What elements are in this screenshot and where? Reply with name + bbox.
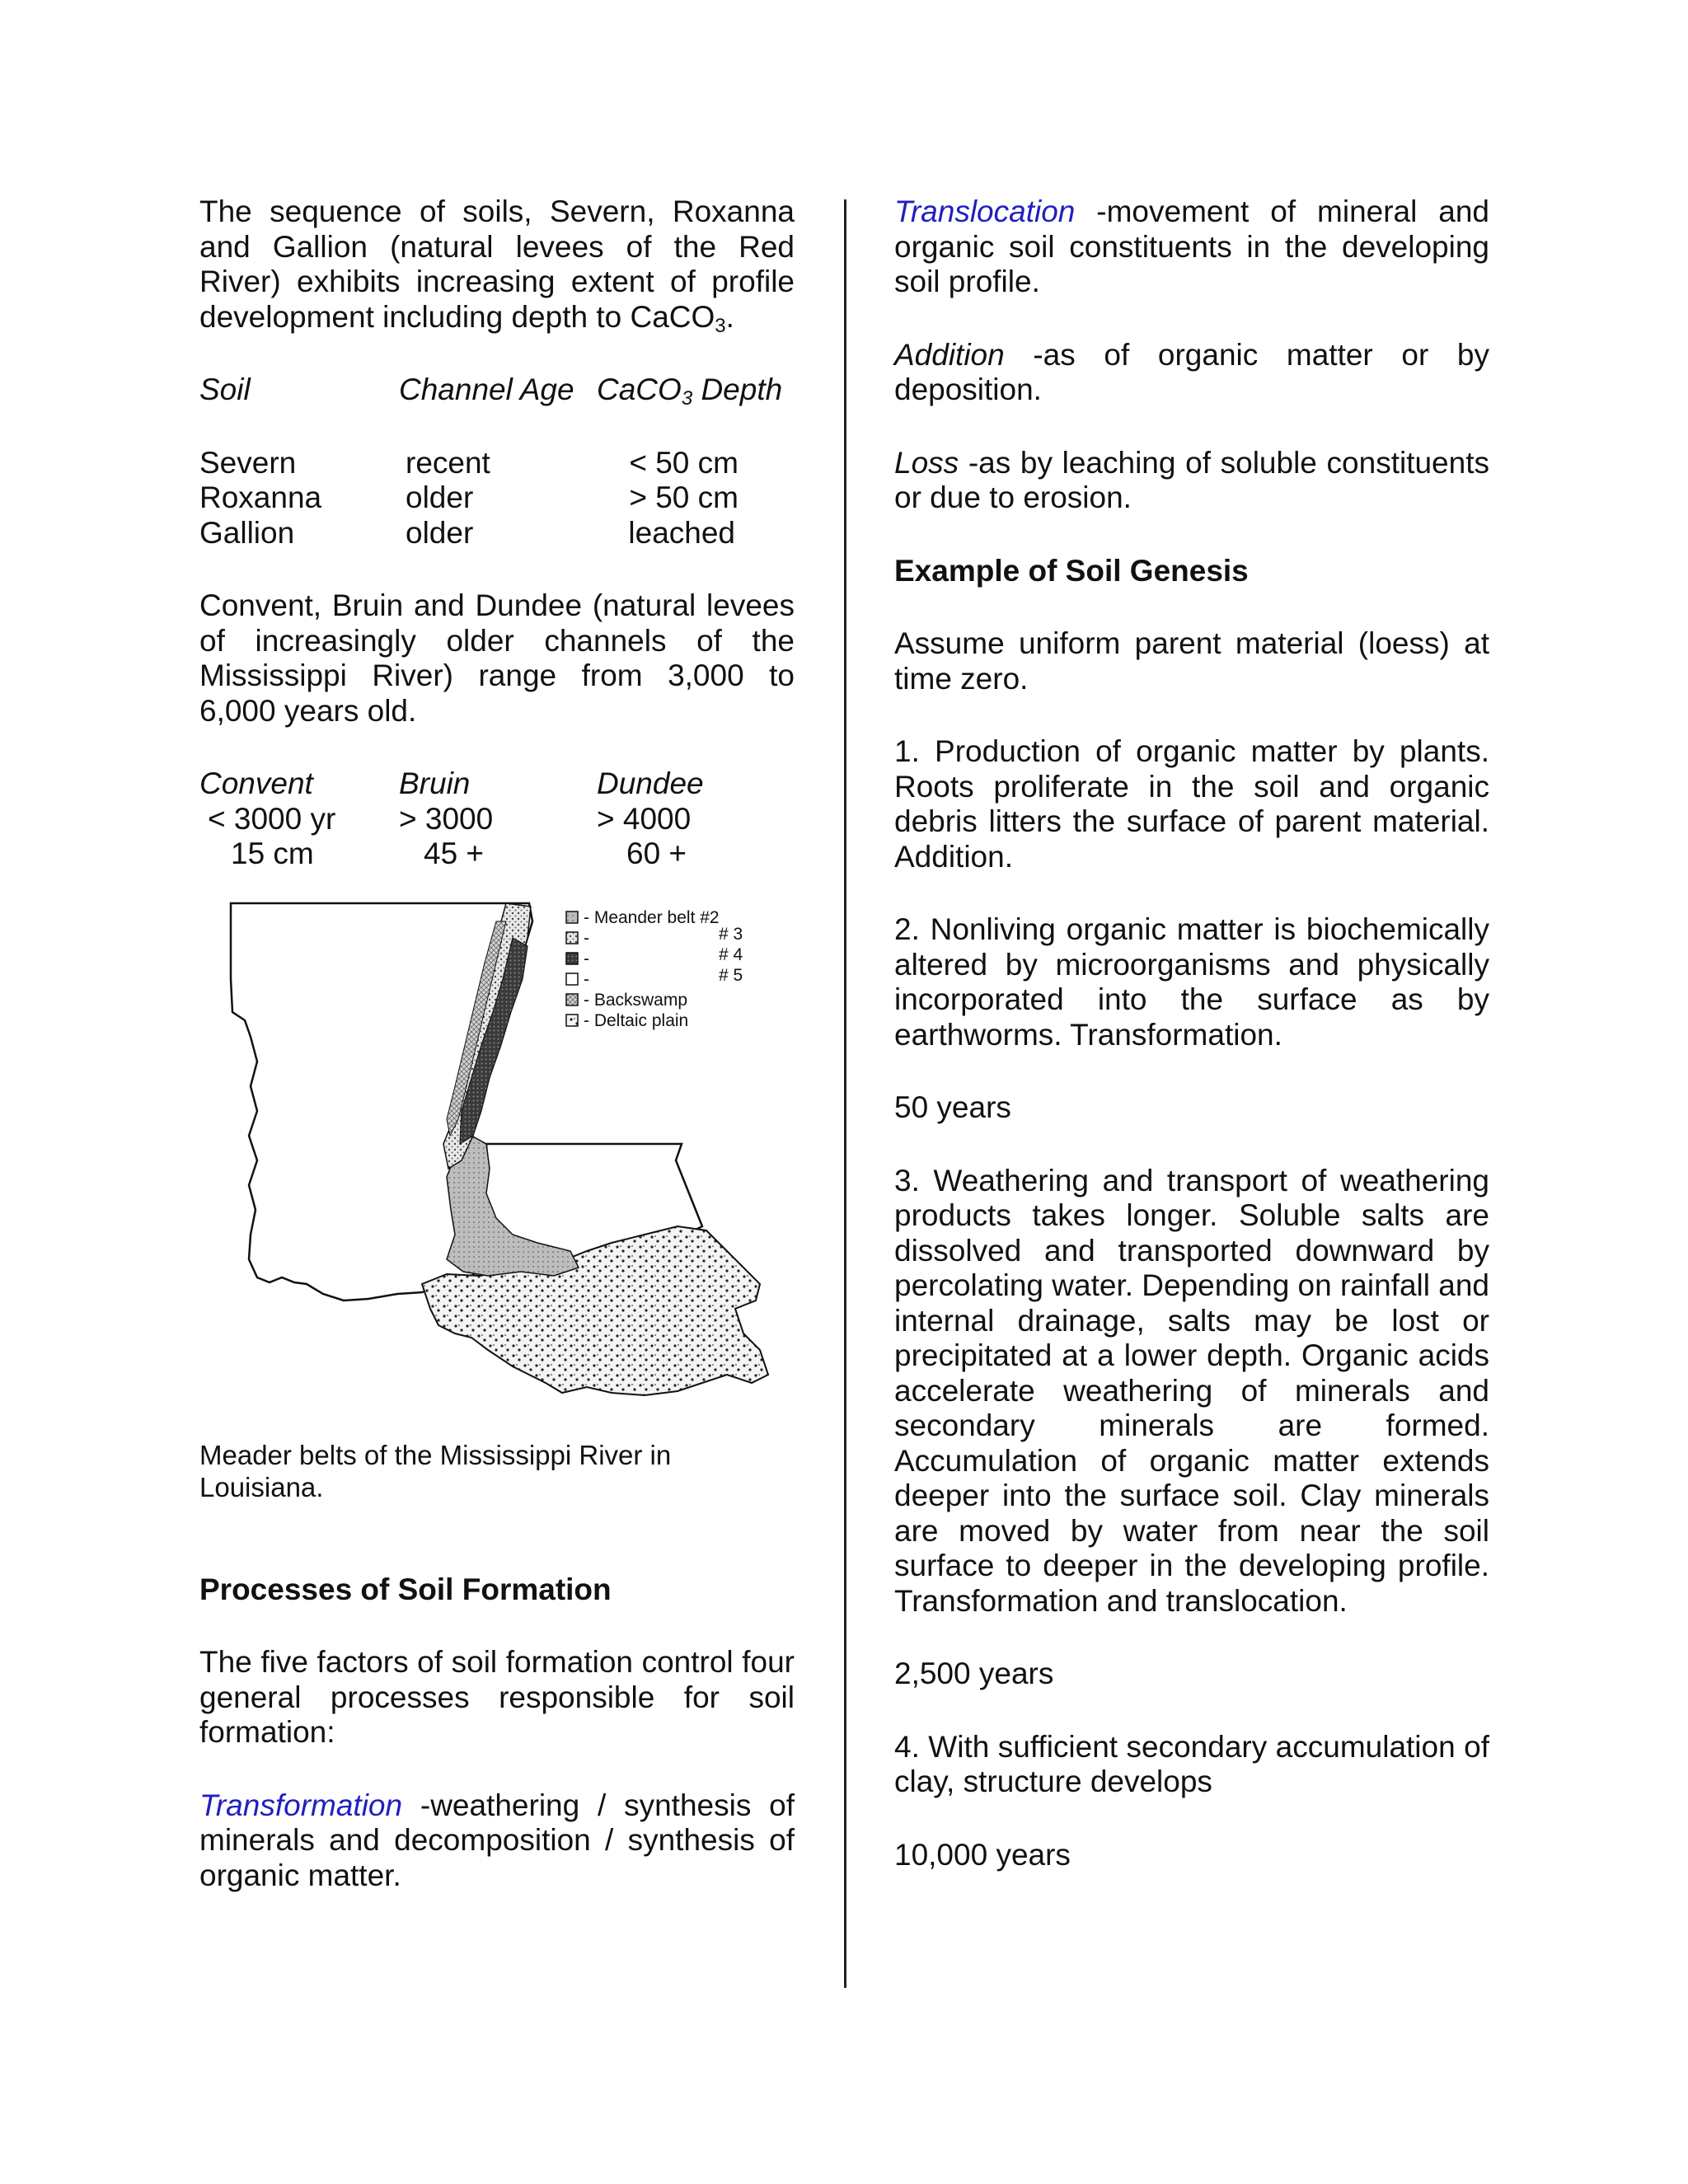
translocation-term: Translocation [894,194,1076,228]
soil-depth-table [199,373,795,551]
svg-text:- Meander belt #2: - Meander belt #2 [584,907,720,927]
addition-term: Addition [894,337,1005,372]
left-column [199,194,795,1893]
years-2500: 2,500 years [894,1657,1054,1690]
svg-text:- Backswamp: - Backswamp [584,990,688,1010]
svg-text:# 5: # 5 [719,965,743,985]
step-4-paragraph: 4. With sufficient secondary accumulation of clay, structure develops [894,1729,1489,1798]
table-row: Gallion older leached [199,515,735,550]
louisiana-meander-belt-map [199,888,795,1406]
table-header: Soil Channel Age CaCO$_3$ Depth [199,373,783,410]
intro-paragraph: The sequence of soils, Severn, Roxanna and Gallion (natural levees of the Red River) exhibits increasing extent of profile development including depth to CaCO$_3$. [199,194,795,337]
table-header: Convent Bruin Dundee [199,766,704,800]
translocation-paragraph: Translocation -movement of mineral and organic soil constituents in the developing soil profile. [894,194,1489,298]
loss-term: Loss [894,445,959,480]
column-divider [844,199,846,1988]
map-legend [566,908,743,1030]
levee-age-paragraph: Convent, Bruin and Dundee (natural levees of increasingly older channels of the Mississippi River) range from 3,000 to 6,000 years old. [199,588,795,728]
svg-text:-: - [584,928,589,948]
section-heading: Example of Soil Genesis [894,553,1249,588]
map-caption: Meader belts of the Mississippi River in Louisiana. [199,1439,672,1502]
right-column [894,194,1489,1872]
section-heading: Processes of Soil Formation [199,1572,612,1606]
table-row: Roxanna older > 50 cm [199,480,738,514]
step-3-paragraph: 3. Weathering and transport of weathering products takes longer. Soluble salts are dissolved and transported downward by percolating water. Depending on rainfall and internal drainage, salts may be lost or precipitated at a lower depth. Organic acids accelerate weathering of minerals and secondary minerals are formed. Accumulation of organic matter extends deeper into the surface soil. Clay minerals are moved by water from near the soil surface to deeper in the developing profile. Transformation and translocation. [894,1163,1489,1618]
levee-depth-table [199,766,795,872]
svg-text:-: - [584,969,589,989]
svg-text:-: - [584,949,589,968]
map-figure [199,888,795,1406]
table-row: Severn recent < 50 cm [199,445,738,480]
svg-text:# 3: # 3 [719,924,743,944]
years-10000: 10,000 years [894,1837,1071,1872]
transformation-paragraph: Transformation -weathering / synthesis of minerals and decomposition / synthesis of organic matter. [199,1788,795,1892]
step-2-paragraph: 2. Nonliving organic matter is biochemically altered by microorganisms and physically incorporated into the surface as by earthworms. Transformation. [894,912,1489,1052]
svg-text:# 4: # 4 [719,944,743,964]
svg-text:- Deltaic plain: - Deltaic plain [584,1010,689,1030]
table-row: < 3000 yr > 3000 > 4000 [208,801,692,836]
loss-paragraph: Loss -as by leaching of soluble constituents or due to erosion. [894,445,1489,514]
years-50: 50 years [894,1090,1011,1124]
addition-paragraph: Addition -as of organic matter or by deposition. [894,337,1489,406]
factors-paragraph: The five factors of soil formation control four general processes responsible for soil formation: [199,1645,795,1749]
assume-paragraph: Assume uniform parent material (loess) at time zero. [894,626,1489,696]
transformation-term: Transformation [199,1788,403,1822]
step-1-paragraph: 1. Production of organic matter by plants. Roots proliferate in the soil and organic debris litters the surface of parent material. Addition. [894,734,1489,874]
table-row: 15 cm 45 + 60 + [231,837,687,870]
